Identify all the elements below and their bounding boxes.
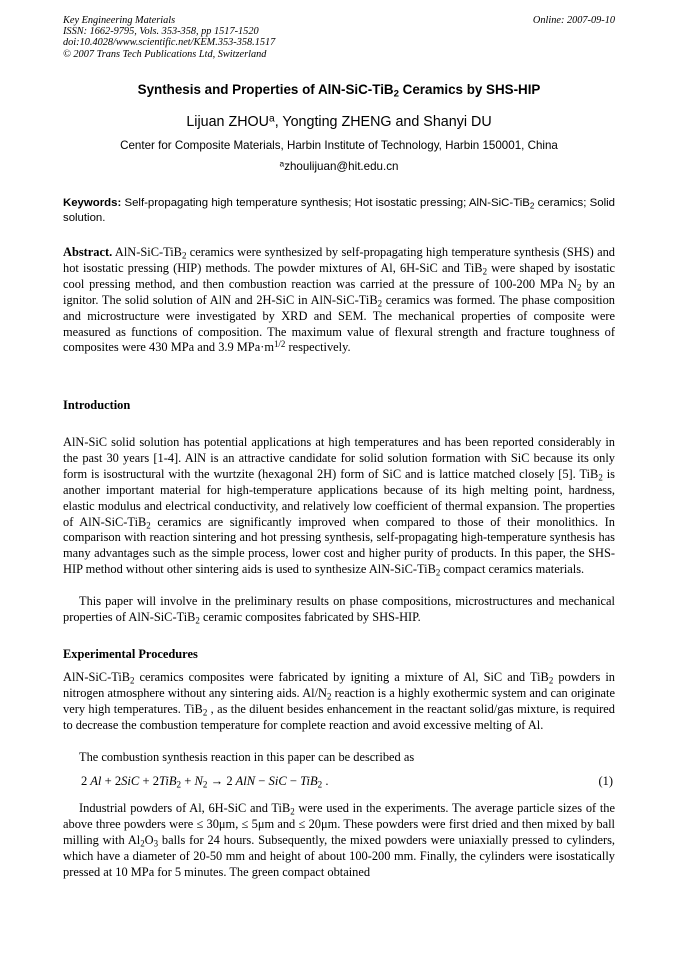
experimental-heading: Experimental Procedures: [63, 647, 198, 661]
keywords: Keywords: Self-propagating high temperature synthesis; Hot isostatic pressing; AlN-SiC-TiB$_2$ ceramics; Solid solution.: [63, 197, 615, 224]
affiliation: Center for Composite Materials, Harbin Institute of Technology, Harbin 150001, China: [120, 139, 558, 152]
experimental-paragraph-1: AlN-SiC-TiB$_2$ ceramics composites were fabricated by igniting a mixture of Al, SiC and TiB$_2$ powders in nitrogen atmosphere without any sintering aids. $Al/N_2$ reaction is a highly exothermic system and can originate very high temperatures. TiB$_2$ , as the diluent besides enhancement in the reactant solid/gas mixture, is required to decrease the combustion temperature for complete reaction and avoid excessive melting of Al.: [63, 670, 615, 732]
experimental-paragraph-3: Industrial powders of Al, 6H-SiC and TiB$_2$ were used in the experiments. The average particle sizes of the above three powders were ≤ 30μm, ≤ 5μm and ≤ 20μm. These powders were first dried and then mixed by ball milling with $Al_2O_3$ balls for 24 hours. Subsequently, the mixed powders were uniaxially pressed to cylinders, which have a diameter of 20-50 mm and height of about 100-200 mm. Finally, the cylinders were isostatically pressed at 10 MPa for 5 minutes. The green compact obtained: [63, 801, 615, 879]
author-email: $^a$zhoulijuan@hit.edu.cn: [279, 158, 399, 173]
equation-number: (1): [598, 774, 613, 788]
journal-doi: doi:10.4028/www.scientific.net/KEM.353-358.1517: [63, 37, 276, 49]
journal-copyright: © 2007 Trans Tech Publications Ltd, Switzerland: [63, 48, 267, 60]
author-list: Lijuan ZHOU$^a$, Yongting ZHENG and Shanyi DU: [186, 113, 492, 130]
abstract: Abstract. AlN-SiC-TiB$_2$ ceramics were synthesized by self-propagating high temperature synthesis (SHS) and hot isostatic pressing (HIP) methods. The powder mixtures of Al, 6H-SiC and TiB$_2$ were shaped by isostatic cool pressing method, and then combustion reaction was carried at the pressure of 100-200 MPa $N_2$ by an ignitor. The solid solution of AlN and 2H-SiC in AlN-SiC-TiB$_2$ ceramics was formed. The phase composition and microstructure were investigated by XRD and SEM. The mechanical properties of composite were measured as functions of composition. The maximum value of flexural strength and fracture toughness of composites were 430 MPa and 3.9 $MPa\cdot m^{1/2}$ respectively.: [63, 245, 615, 355]
introduction-paragraph-1: AlN-SiC solid solution has potential applications at high temperatures and has been reported considerably in the past 30 years [1-4]. AlN is an attractive candidate for solid solution formation with SiC because its only form is isostructural with the wurtzite (hexagonal 2H) form of SiC and is lattice matched closely [5]. TiB$_2$ is another important material for high-temperature applications because of its high melting point, hardness, elastic modulus and electrical conductivity, and relatively low coefficient of thermal expansion. The properties of AlN-SiC-TiB$_2$ ceramics are significantly improved when compared to those of their monolithics. In comparison with reaction sintering and hot pressing synthesis, self-propagating high-temperature synthesis has many advantages such as the simple process, lower cost and higher purity of products. In this paper, the SHS-HIP method without other sintering aids is used to synthesize AlN-SiC-TiB$_2$ compact ceramics materials.: [63, 435, 615, 578]
journal-header: [63, 15, 615, 60]
introduction-heading: Introduction: [63, 398, 131, 412]
reaction-equation: 2 $Al + 2SiC + 2TiB_2 + N_2 \to 2$ AlN − SiC − TiB$_2$ .: [81, 774, 329, 790]
journal-name: Key Engineering Materials: [63, 15, 176, 26]
paper-title: Synthesis and Properties of AlN-SiC-TiB$_2$ Ceramics by SHS-HIP: [137, 82, 541, 100]
online-date: Online: 2007-09-10: [532, 15, 615, 26]
experimental-paragraph-2: The combustion synthesis reaction in this paper can be described as: [79, 750, 415, 764]
introduction-paragraph-2: This paper will involve in the preliminary results on phase compositions, microstructures and mechanical properties of AlN-SiC-TiB$_2$ ceramic composites fabricated by SHS-HIP.: [63, 594, 615, 626]
journal-issn: ISSN: 1662-9795, Vols. 353-358, pp 1517-1520: [63, 26, 259, 38]
